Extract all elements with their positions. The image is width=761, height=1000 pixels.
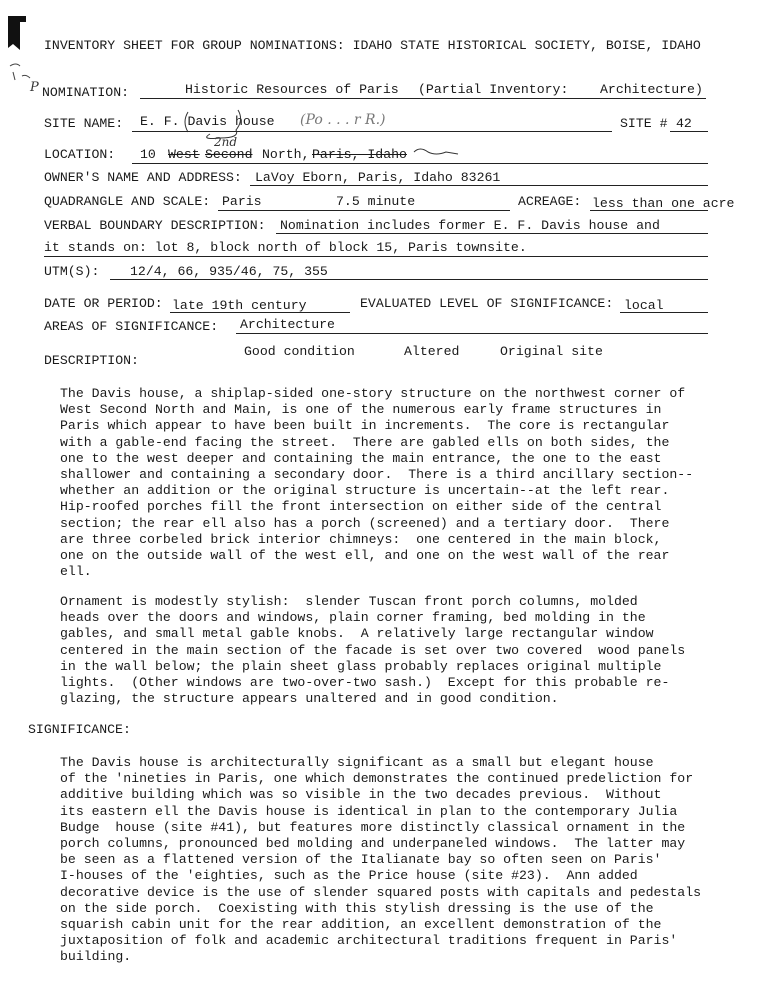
description-paragraph-1 [60,386,720,580]
significance-level-value: local [624,298,664,313]
text-line: be seen as a flattened version of the Italianate bay so often seen on Paris' [60,852,662,868]
boundary-rule-2 [44,256,708,257]
condition-altered: Altered [404,344,460,359]
site-name-rule [132,131,612,132]
text-line: with a gable-end facing the street. There are gabled ells on both sides, the [60,434,670,450]
text-line: gables, and small metal gable knobs. A relatively large rectangular window [60,626,654,642]
text-line: building. [60,949,132,965]
text-line: shallower and containing a secondary door. There is a third ancillary section-- [60,467,694,483]
text-line: ell. [60,564,92,580]
location-struck-west: West [168,147,200,162]
areas-value: Architecture [240,317,335,332]
date-rule [170,312,350,313]
utm-label: UTM(S): [44,264,100,279]
quad-rule [218,210,510,211]
date-value: late 19th century [172,298,307,313]
quad-label: QUADRANGLE AND SCALE: [44,194,211,209]
areas-label: AREAS OF SIGNIFICANCE: [44,319,219,334]
handwritten-p: P [30,80,39,95]
handwritten-annotation: (Po . . . r R.) [300,112,386,128]
boundary-line1: Nomination includes former E. F. Davis house and [280,218,660,233]
location-north: North, [262,147,310,162]
significance-level-label: EVALUATED LEVEL OF SIGNIFICANCE: [360,296,614,311]
text-line: Budge house (site #41), but features more distinctly classical ornament in the [60,819,686,835]
utm-rule [110,279,708,280]
location-label: LOCATION: [44,147,116,162]
text-line: Hip-roofed porches fill the front intersection on either side of the central [60,499,662,515]
location-struck-second: Second [205,147,253,162]
significance-label: SIGNIFICANCE: [28,722,131,737]
text-line: heads over the doors and windows, plain corner framing, bed molding in the [60,610,646,626]
nomination-category: Architecture) [600,82,703,97]
site-number-rule [670,131,708,132]
boundary-rule-1 [276,233,708,234]
text-line: centered in the main section of the facade is set over two covered wood panels [60,642,686,658]
date-label: DATE OR PERIOD: [44,296,163,311]
text-line: The Davis house, a shiplap-sided one-story structure on the northwest corner of [60,386,686,401]
text-line: section; the rear ell also has a porch (screened) and a tertiary door. There [60,515,670,531]
owner-value: LaVoy Eborn, Paris, Idaho 83261 [255,170,501,185]
text-line: Paris which appear to have been built in increments. The core is rectangular [60,418,670,434]
site-number-label: SITE # [620,116,668,131]
location-struck-city: Paris, Idaho [312,147,407,162]
location-rule [132,163,708,164]
text-line: juxtaposition of folk and academic architectural traditions frequent in Paris' [60,933,678,949]
site-name-label: SITE NAME: [44,116,124,131]
boundary-line2: it stands on: lot 8, block north of block 15, Paris townsite. [44,240,527,255]
level-rule [620,312,708,313]
text-line: whether an addition or the original structure is uncertain--at the left rear. [60,483,670,499]
text-line: glazing, the structure appears unaltered and in good condition. [60,691,559,707]
significance-paragraph [60,755,720,966]
text-line: Ornament is modestly stylish: slender Tuscan front porch columns, molded [60,594,638,609]
nomination-name: Historic Resources of Paris [185,82,399,97]
corner-binding-mark [4,14,34,52]
text-line: decorative device is the use of slender squared posts with capitals and pedestals [60,884,702,900]
owner-label: OWNER'S NAME AND ADDRESS: [44,170,242,185]
description-label: DESCRIPTION: [44,353,139,368]
utm-value: 12/4, 66, 935/46, 75, 355 [130,264,328,279]
nomination-type: (Partial Inventory: [418,82,569,97]
text-line: one to the west deeper and containing the main entrance, the one to the east [60,450,662,466]
text-line: one on the outside wall of the west ell, and one on the west wall of the rear [60,548,670,564]
location-scribble [412,144,462,160]
location-handwritten-2nd: 2nd [214,135,238,149]
areas-rule [236,333,708,334]
text-line: porch columns, pronounced bed molding and underpaneled windows. The latter may [60,836,686,852]
nomination-rule [140,98,706,99]
text-line: I-houses of the 'eighties, such as the Price house (site #23). Ann added [60,868,638,884]
acreage-rule [590,210,708,211]
description-paragraph-2 [60,594,720,707]
acreage-value: less than one acre [592,196,735,211]
condition-original-site: Original site [500,344,603,359]
location-number: 10 [140,147,156,162]
text-line: in the wall below; the plain sheet glass probably replaces original multiple [60,658,662,674]
text-line: are three corbeled brick interior chimneys: one centered in the main block, [60,531,662,547]
text-line: its eastern ell the Davis house is identical in plan to the contemporary Julia [60,803,678,819]
text-line: additive building which was so visible in the two decades previous. Without [60,787,662,803]
sheet-title: INVENTORY SHEET FOR GROUP NOMINATIONS: IDAHO STATE HISTORICAL SOCIETY, BOISE, IDAHO [44,38,701,53]
text-line: on the side porch. Coexisting with this stylish dressing is the use of the [60,900,654,916]
owner-rule [250,185,708,186]
quad-name: Paris [222,194,262,209]
quad-scale: 7.5 minute [336,194,416,209]
text-line: The Davis house is architecturally significant as a small but elegant house [60,755,654,770]
condition-good: Good condition [244,344,355,359]
nomination-label: NOMINATION: [42,85,130,100]
site-name-value: E. F. Davis house [140,114,275,129]
acreage-label: ACREAGE: [518,194,582,209]
text-line: West Second North and Main, is one of the numerous early frame structures in [60,402,662,418]
text-line: lights. (Other windows are two-over-two sash.) Except for this probable re- [60,675,670,691]
text-line: of the 'nineties in Paris, one which demonstrates the continued predeliction for [60,771,694,787]
site-number-value: 42 [676,116,692,131]
boundary-label: VERBAL BOUNDARY DESCRIPTION: [44,218,266,233]
text-line: squarish cabin unit for the rear addition, an excellent demonstration of the [60,917,662,933]
